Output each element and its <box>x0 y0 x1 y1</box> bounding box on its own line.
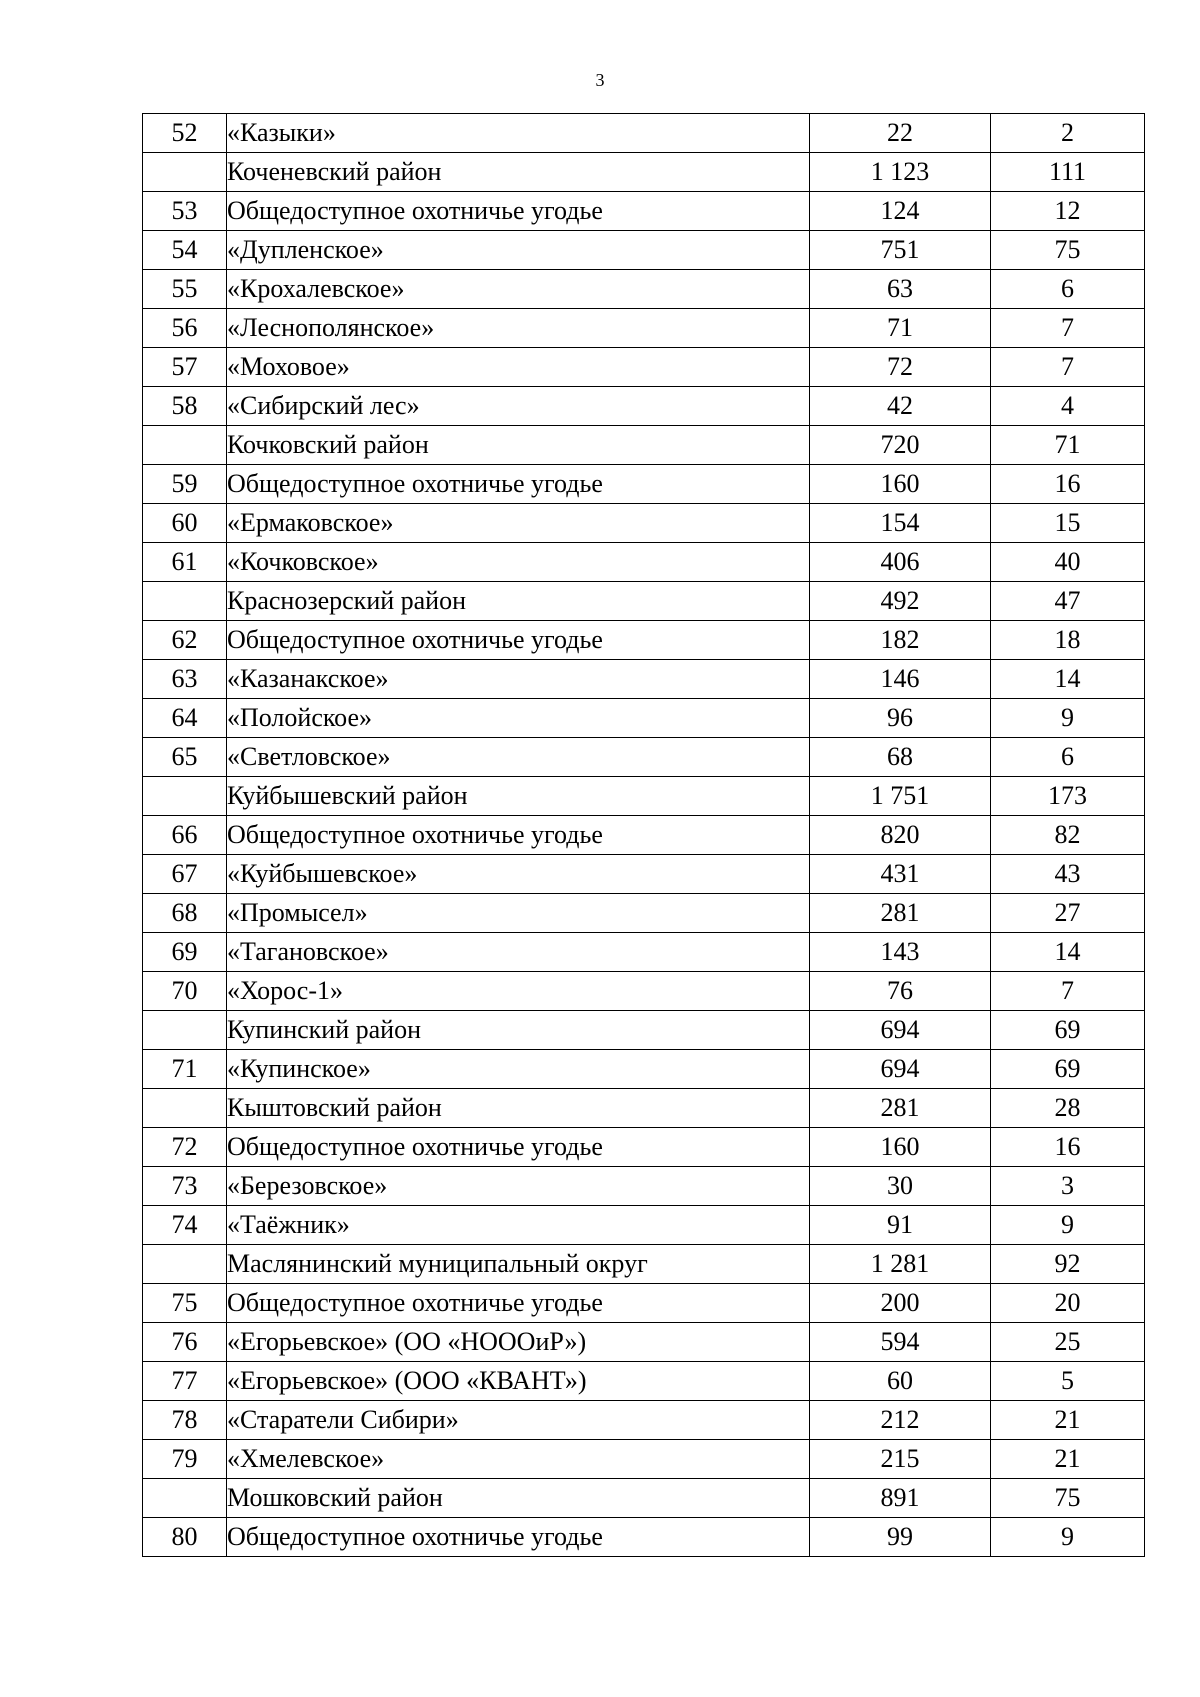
row-value-2-cell: 40 <box>991 543 1145 582</box>
row-value-2-cell: 3 <box>991 1167 1145 1206</box>
row-name-cell: «Куйбышевское» <box>227 855 810 894</box>
row-name-cell: «Хорос-1» <box>227 972 810 1011</box>
row-value-2-cell: 14 <box>991 933 1145 972</box>
table-row-district-subtotal <box>143 777 1145 816</box>
row-value-1-cell: 694 <box>810 1011 991 1050</box>
row-value-2-cell: 21 <box>991 1440 1145 1479</box>
table-body <box>143 114 1145 1557</box>
row-name-cell: Общедоступное охотничье угодье <box>227 192 810 231</box>
row-value-2-cell: 20 <box>991 1284 1145 1323</box>
row-number-cell: 60 <box>143 504 227 543</box>
row-number-cell: 59 <box>143 465 227 504</box>
row-name-cell: Кочковский район <box>227 426 810 465</box>
row-name-cell: «Березовское» <box>227 1167 810 1206</box>
row-number-cell: 73 <box>143 1167 227 1206</box>
table-row <box>143 114 1145 153</box>
row-number-cell: 72 <box>143 1128 227 1167</box>
table-row <box>143 1050 1145 1089</box>
row-number-cell: 79 <box>143 1440 227 1479</box>
row-number-cell: 61 <box>143 543 227 582</box>
table-row <box>143 465 1145 504</box>
row-name-cell: «Тагановское» <box>227 933 810 972</box>
table-row-district-subtotal <box>143 1245 1145 1284</box>
row-value-2-cell: 2 <box>991 114 1145 153</box>
table-row <box>143 1401 1145 1440</box>
row-number-cell <box>143 582 227 621</box>
row-value-2-cell: 6 <box>991 738 1145 777</box>
row-value-2-cell: 28 <box>991 1089 1145 1128</box>
row-value-2-cell: 12 <box>991 192 1145 231</box>
row-name-cell: Общедоступное охотничье угодье <box>227 1284 810 1323</box>
row-name-cell: «Леснополянское» <box>227 309 810 348</box>
row-value-2-cell: 27 <box>991 894 1145 933</box>
table-row <box>143 504 1145 543</box>
row-number-cell: 74 <box>143 1206 227 1245</box>
row-number-cell <box>143 1245 227 1284</box>
row-value-2-cell: 6 <box>991 270 1145 309</box>
row-value-2-cell: 7 <box>991 309 1145 348</box>
table-row-district-subtotal <box>143 582 1145 621</box>
row-value-2-cell: 18 <box>991 621 1145 660</box>
table-row <box>143 1362 1145 1401</box>
row-name-cell: Общедоступное охотничье угодье <box>227 465 810 504</box>
row-value-1-cell: 124 <box>810 192 991 231</box>
row-value-1-cell: 281 <box>810 894 991 933</box>
row-value-1-cell: 91 <box>810 1206 991 1245</box>
row-number-cell: 77 <box>143 1362 227 1401</box>
table-row <box>143 1128 1145 1167</box>
row-number-cell <box>143 153 227 192</box>
row-name-cell: Куйбышевский район <box>227 777 810 816</box>
table-row <box>143 1440 1145 1479</box>
row-value-2-cell: 9 <box>991 1518 1145 1557</box>
row-value-1-cell: 594 <box>810 1323 991 1362</box>
row-value-1-cell: 22 <box>810 114 991 153</box>
row-number-cell: 67 <box>143 855 227 894</box>
table-row <box>143 1518 1145 1557</box>
row-number-cell <box>143 1089 227 1128</box>
row-value-1-cell: 1 281 <box>810 1245 991 1284</box>
row-value-1-cell: 431 <box>810 855 991 894</box>
row-value-1-cell: 68 <box>810 738 991 777</box>
row-value-1-cell: 182 <box>810 621 991 660</box>
table-row <box>143 738 1145 777</box>
table-row <box>143 660 1145 699</box>
row-value-2-cell: 82 <box>991 816 1145 855</box>
table-row <box>143 1323 1145 1362</box>
row-value-1-cell: 42 <box>810 387 991 426</box>
row-value-2-cell: 21 <box>991 1401 1145 1440</box>
row-name-cell: «Светловское» <box>227 738 810 777</box>
row-value-1-cell: 200 <box>810 1284 991 1323</box>
row-name-cell: Общедоступное охотничье угодье <box>227 1128 810 1167</box>
row-name-cell: «Крохалевское» <box>227 270 810 309</box>
row-name-cell: «Хмелевское» <box>227 1440 810 1479</box>
row-number-cell: 65 <box>143 738 227 777</box>
row-number-cell: 63 <box>143 660 227 699</box>
table-row <box>143 621 1145 660</box>
row-name-cell: «Казанакское» <box>227 660 810 699</box>
row-value-2-cell: 69 <box>991 1050 1145 1089</box>
row-value-1-cell: 281 <box>810 1089 991 1128</box>
row-name-cell: «Сибирский лес» <box>227 387 810 426</box>
row-name-cell: «Купинское» <box>227 1050 810 1089</box>
row-number-cell: 57 <box>143 348 227 387</box>
row-name-cell: Общедоступное охотничье угодье <box>227 1518 810 1557</box>
table-row <box>143 270 1145 309</box>
row-value-2-cell: 75 <box>991 231 1145 270</box>
row-name-cell: «Дупленское» <box>227 231 810 270</box>
row-name-cell: «Моховое» <box>227 348 810 387</box>
table-row <box>143 387 1145 426</box>
row-value-1-cell: 63 <box>810 270 991 309</box>
row-value-1-cell: 96 <box>810 699 991 738</box>
row-name-cell: Мошковский район <box>227 1479 810 1518</box>
row-value-2-cell: 16 <box>991 465 1145 504</box>
row-name-cell: «Егорьевское» (ОО «НОООиР») <box>227 1323 810 1362</box>
row-value-1-cell: 71 <box>810 309 991 348</box>
row-number-cell: 76 <box>143 1323 227 1362</box>
row-number-cell: 64 <box>143 699 227 738</box>
row-number-cell <box>143 1011 227 1050</box>
row-value-2-cell: 14 <box>991 660 1145 699</box>
row-value-1-cell: 212 <box>810 1401 991 1440</box>
row-number-cell: 70 <box>143 972 227 1011</box>
row-value-1-cell: 30 <box>810 1167 991 1206</box>
row-number-cell: 54 <box>143 231 227 270</box>
table-row-district-subtotal <box>143 1011 1145 1050</box>
table-row <box>143 855 1145 894</box>
row-number-cell: 75 <box>143 1284 227 1323</box>
row-value-1-cell: 1 123 <box>810 153 991 192</box>
row-value-2-cell: 111 <box>991 153 1145 192</box>
row-number-cell: 53 <box>143 192 227 231</box>
row-name-cell: Маслянинский муниципальный округ <box>227 1245 810 1284</box>
row-value-1-cell: 72 <box>810 348 991 387</box>
row-name-cell: «Полойское» <box>227 699 810 738</box>
table-row-district-subtotal <box>143 153 1145 192</box>
row-name-cell: «Промысел» <box>227 894 810 933</box>
page-number: 3 <box>595 70 605 90</box>
table-row <box>143 1284 1145 1323</box>
row-value-1-cell: 406 <box>810 543 991 582</box>
row-number-cell: 69 <box>143 933 227 972</box>
row-name-cell: «Казыки» <box>227 114 810 153</box>
row-value-2-cell: 4 <box>991 387 1145 426</box>
row-value-1-cell: 1 751 <box>810 777 991 816</box>
row-value-2-cell: 15 <box>991 504 1145 543</box>
row-name-cell: Общедоступное охотничье угодье <box>227 816 810 855</box>
row-number-cell: 71 <box>143 1050 227 1089</box>
row-number-cell: 68 <box>143 894 227 933</box>
row-value-1-cell: 76 <box>810 972 991 1011</box>
row-value-2-cell: 5 <box>991 1362 1145 1401</box>
row-number-cell: 52 <box>143 114 227 153</box>
row-name-cell: Купинский район <box>227 1011 810 1050</box>
row-number-cell: 78 <box>143 1401 227 1440</box>
row-number-cell: 58 <box>143 387 227 426</box>
row-value-1-cell: 143 <box>810 933 991 972</box>
row-number-cell: 66 <box>143 816 227 855</box>
table-row <box>143 1206 1145 1245</box>
row-name-cell: Коченевский район <box>227 153 810 192</box>
table-row <box>143 894 1145 933</box>
row-value-2-cell: 47 <box>991 582 1145 621</box>
row-value-2-cell: 75 <box>991 1479 1145 1518</box>
row-number-cell <box>143 426 227 465</box>
row-value-1-cell: 891 <box>810 1479 991 1518</box>
table-row <box>143 192 1145 231</box>
row-value-1-cell: 694 <box>810 1050 991 1089</box>
row-value-2-cell: 71 <box>991 426 1145 465</box>
table-row <box>143 933 1145 972</box>
row-value-1-cell: 160 <box>810 1128 991 1167</box>
row-value-2-cell: 173 <box>991 777 1145 816</box>
table-row <box>143 699 1145 738</box>
table-row <box>143 816 1145 855</box>
row-value-1-cell: 146 <box>810 660 991 699</box>
row-value-1-cell: 154 <box>810 504 991 543</box>
hunting-grounds-table <box>142 113 1145 1557</box>
row-name-cell: «Таёжник» <box>227 1206 810 1245</box>
table-row <box>143 231 1145 270</box>
row-number-cell: 62 <box>143 621 227 660</box>
row-value-2-cell: 9 <box>991 1206 1145 1245</box>
row-name-cell: Краснозерский район <box>227 582 810 621</box>
row-name-cell: Общедоступное охотничье угодье <box>227 621 810 660</box>
row-value-2-cell: 92 <box>991 1245 1145 1284</box>
row-number-cell: 55 <box>143 270 227 309</box>
row-value-2-cell: 7 <box>991 972 1145 1011</box>
row-value-1-cell: 492 <box>810 582 991 621</box>
row-value-2-cell: 9 <box>991 699 1145 738</box>
row-value-2-cell: 16 <box>991 1128 1145 1167</box>
row-value-2-cell: 69 <box>991 1011 1145 1050</box>
table-row-district-subtotal <box>143 1089 1145 1128</box>
row-value-1-cell: 751 <box>810 231 991 270</box>
table-row <box>143 348 1145 387</box>
row-value-1-cell: 215 <box>810 1440 991 1479</box>
row-value-1-cell: 820 <box>810 816 991 855</box>
row-number-cell: 80 <box>143 1518 227 1557</box>
table-row <box>143 309 1145 348</box>
table-row <box>143 972 1145 1011</box>
row-name-cell: «Старатели Сибири» <box>227 1401 810 1440</box>
row-value-2-cell: 7 <box>991 348 1145 387</box>
row-value-2-cell: 43 <box>991 855 1145 894</box>
row-value-2-cell: 25 <box>991 1323 1145 1362</box>
row-number-cell <box>143 777 227 816</box>
row-name-cell: «Ермаковское» <box>227 504 810 543</box>
row-value-1-cell: 720 <box>810 426 991 465</box>
table-row <box>143 543 1145 582</box>
table-row <box>143 1167 1145 1206</box>
row-number-cell <box>143 1479 227 1518</box>
row-value-1-cell: 99 <box>810 1518 991 1557</box>
table-row-district-subtotal <box>143 1479 1145 1518</box>
row-value-1-cell: 60 <box>810 1362 991 1401</box>
row-name-cell: «Кочковское» <box>227 543 810 582</box>
row-number-cell: 56 <box>143 309 227 348</box>
row-name-cell: Кыштовский район <box>227 1089 810 1128</box>
table-row-district-subtotal <box>143 426 1145 465</box>
row-name-cell: «Егорьевское» (ООО «КВАНТ») <box>227 1362 810 1401</box>
row-value-1-cell: 160 <box>810 465 991 504</box>
